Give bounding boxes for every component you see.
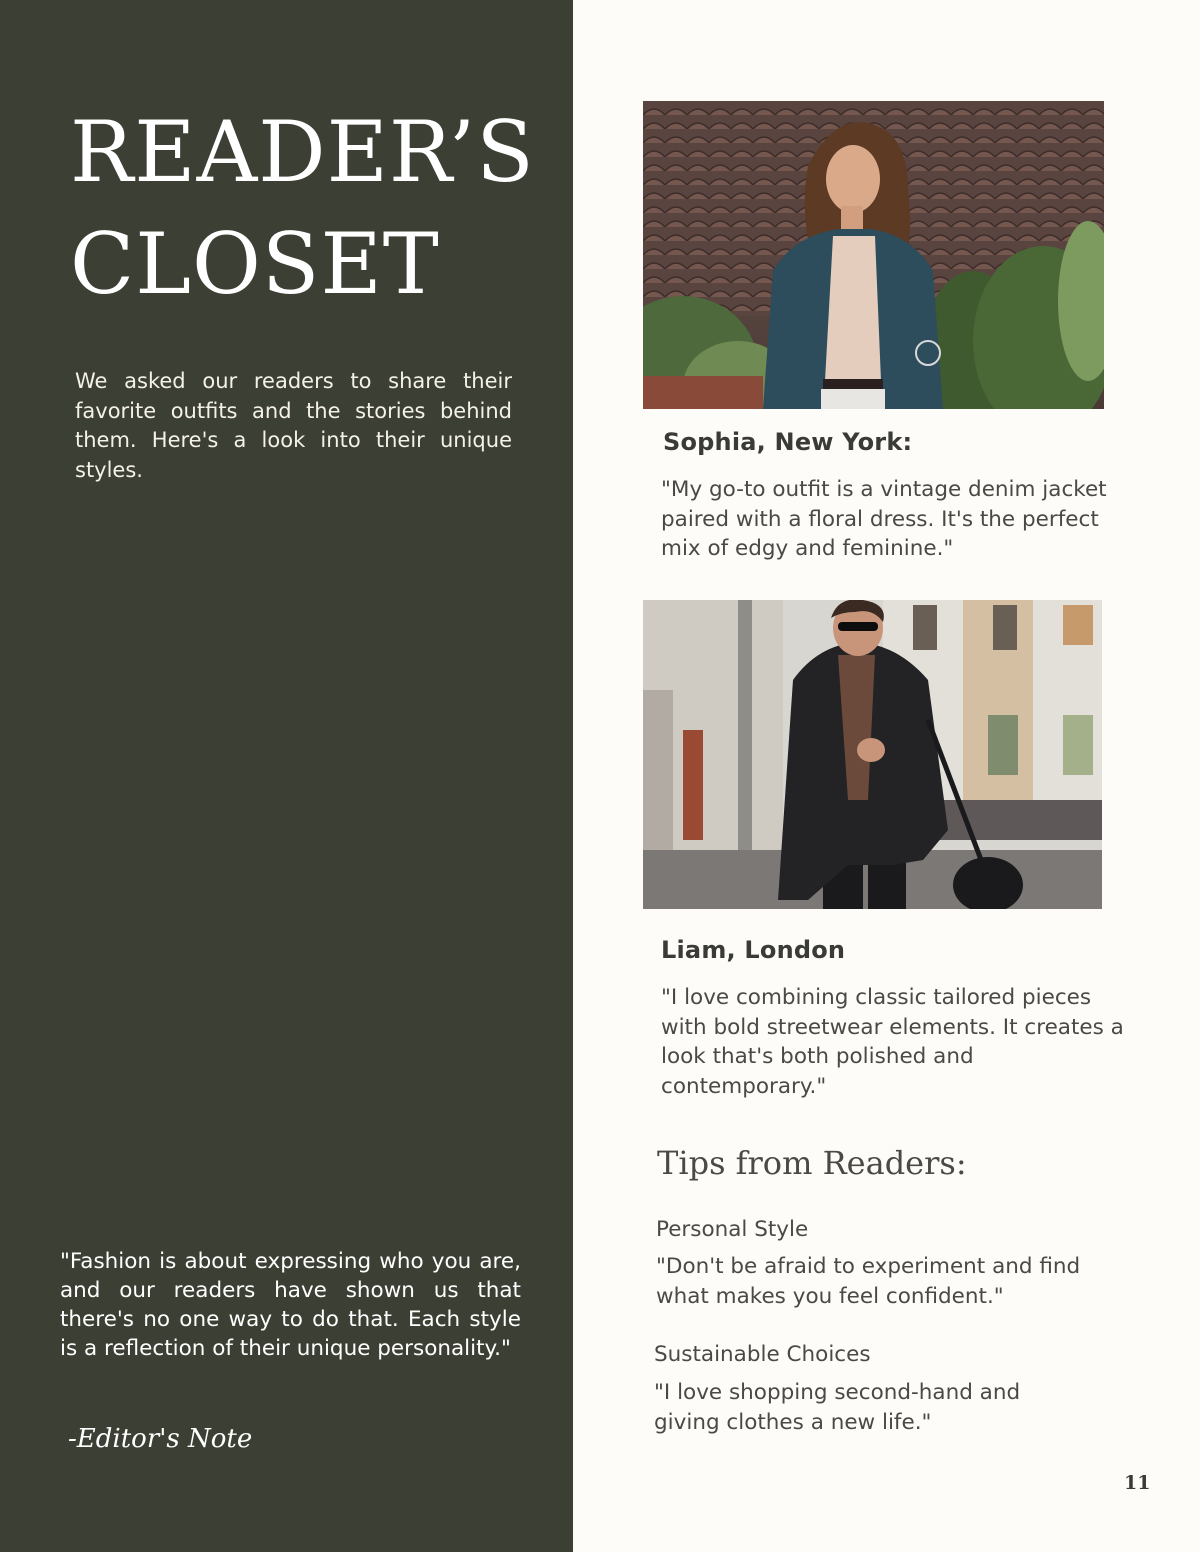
tip-text-sustainable-choices: "I love shopping second-hand and giving clothes a new life." bbox=[654, 1380, 1021, 1435]
intro-text: We asked our readers to share their favorite outfits and the stories behind them. Here's a look into their unique styles. bbox=[75, 369, 512, 482]
reader-quote-sophia: "My go-to outfit is a vintage denim jacket paired with a floral dress. It's the perfect mix of edgy and feminine." bbox=[661, 477, 1107, 561]
reader-quote-liam: "I love combining classic tailored pieces with bold streetwear elements. It creates a look that's both polished and contemporary." bbox=[661, 985, 1124, 1099]
page-title: READER’S CLOSET bbox=[70, 103, 535, 313]
tips-heading: Tips from Readers: bbox=[657, 1144, 967, 1182]
tip-title-personal-style: Personal Style bbox=[656, 1217, 809, 1242]
reader-name-sophia: Sophia, New York: bbox=[663, 428, 913, 456]
editor-quote: "Fashion is about expressing who you are, and our readers have shown us that there's no one way to do that. Each style is a reflection of their unique personality." bbox=[60, 1249, 521, 1361]
sophia-photo bbox=[643, 101, 1104, 409]
left-panel bbox=[0, 0, 573, 1552]
tip-text-personal-style: "Don't be afraid to experiment and find what makes you feel confident." bbox=[656, 1254, 1081, 1309]
reader-name-liam: Liam, London bbox=[661, 936, 846, 964]
page-number: 11 bbox=[1124, 1472, 1151, 1494]
editor-quote-author: -Editor's Note bbox=[68, 1424, 253, 1454]
tip-title-sustainable-choices: Sustainable Choices bbox=[654, 1342, 871, 1367]
liam-photo bbox=[643, 600, 1102, 909]
